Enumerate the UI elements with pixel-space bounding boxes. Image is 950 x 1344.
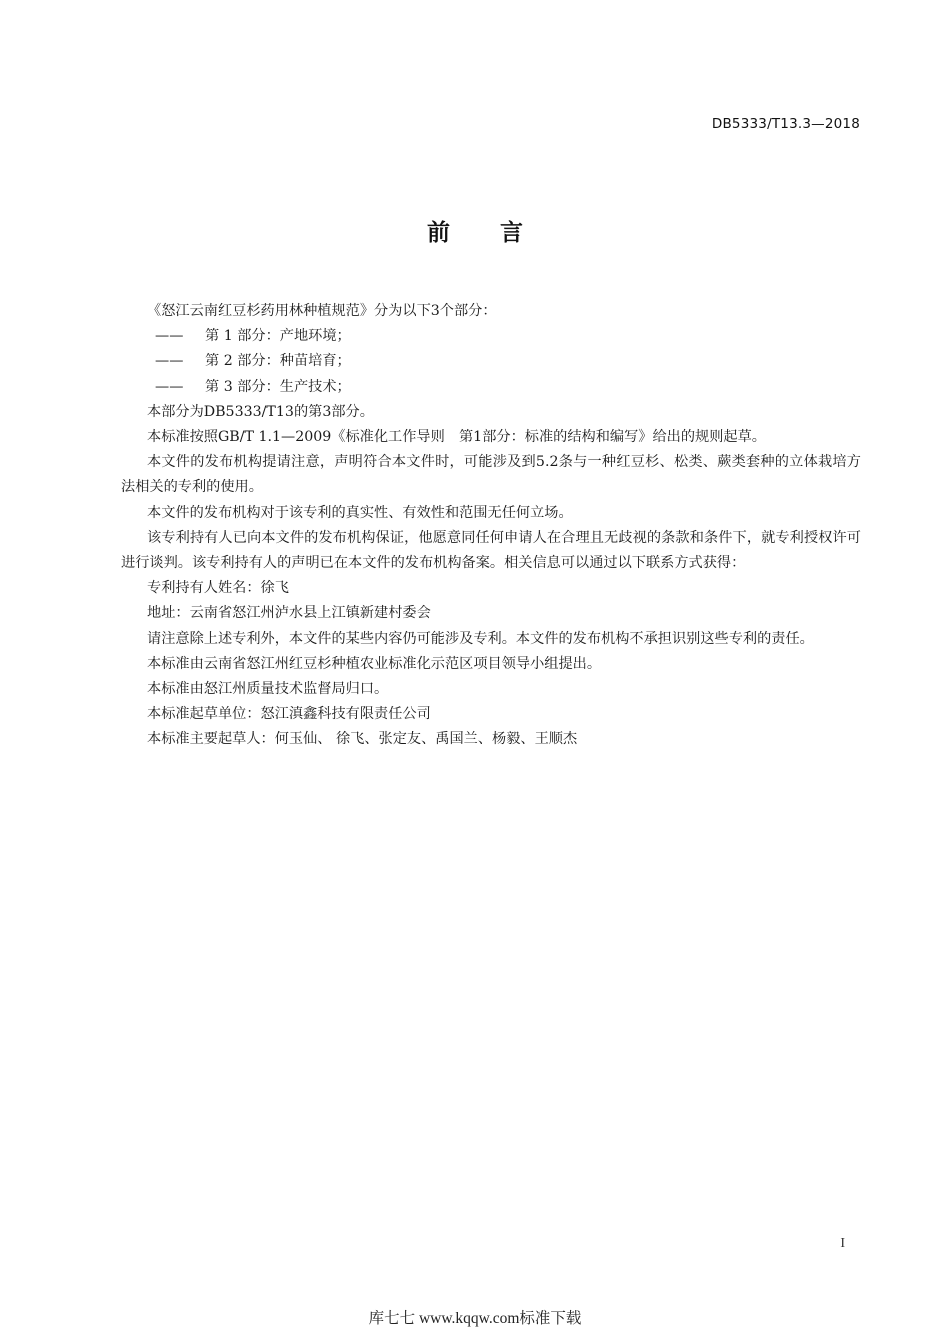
paragraph-drafting-rules: 本标准按照GB/T 1.1—2009《标准化工作导则 第1部分：标准的结构和编写》给出的规则起草。 (147, 429, 766, 446)
paragraph-administrator: 本标准由怒江州质量技术监督局归口。 (147, 681, 389, 698)
paragraph-patent-position: 本文件的发布机构对于该专利的真实性、有效性和范围无任何立场。 (147, 504, 573, 521)
dash-marker: —— (155, 378, 184, 395)
part-text: 第 3 部分：生产技术； (205, 378, 351, 395)
dash-marker: —— (155, 353, 184, 370)
page-title (0, 214, 950, 247)
paragraph-address: 地址：云南省怒江州泸水县上江镇新建村委会 (147, 605, 431, 622)
paragraph-drafting-unit: 本标准起草单位：怒江滇鑫科技有限责任公司 (147, 706, 431, 723)
part-text: 第 1 部分：产地环境； (205, 328, 351, 345)
dash-marker: —— (155, 328, 184, 345)
paragraph-part-scope: 本部分为DB5333/T13的第3部分。 (147, 403, 374, 420)
paragraph-patent-holder-name: 专利持有人姓名：徐飞 (147, 580, 289, 597)
page-number: I (840, 1236, 845, 1251)
paragraph-drafters: 本标准主要起草人：何玉仙、 徐飞、张定友、禹国兰、杨毅、王顺杰 (147, 731, 578, 748)
part-list-item (121, 375, 861, 400)
footer-watermark: 库七七 www.kqqw.com标准下载 (368, 1310, 582, 1327)
foreword-body (121, 299, 861, 753)
title-char-1: 前 (427, 220, 450, 246)
part-list-item (121, 324, 861, 349)
part-list-item (121, 349, 861, 374)
paragraph-patent-holder-statement: 该专利持有人已向本文件的发布机构保证，他愿意同任何申请人在合理且无歧视的条款和条件下，就专利授权许可进行谈判。该专利持有人的声明已在本文件的发布机构备案。相关信息可以通过以下联系方式获得： (121, 529, 861, 572)
intro-paragraph: 《怒江云南红豆杉药用林种植规范》分为以下3个部分： (147, 303, 497, 319)
paragraph-other-patents: 请注意除上述专利外，本文件的某些内容仍可能涉及专利。本文件的发布机构不承担识别这些专利的责任。 (147, 630, 814, 647)
document-code: DB5333/T13.3—2018 (711, 116, 860, 132)
title-char-2: 言 (500, 220, 523, 246)
paragraph-proposer: 本标准由云南省怒江州红豆杉种植农业标准化示范区项目领导小组提出。 (147, 655, 602, 672)
paragraph-patent-notice: 本文件的发布机构提请注意，声明符合本文件时，可能涉及到5.2条与一种红豆杉、松类、蕨类套种的立体栽培方法相关的专利的使用。 (121, 454, 861, 496)
part-text: 第 2 部分：种苗培育； (205, 353, 351, 370)
